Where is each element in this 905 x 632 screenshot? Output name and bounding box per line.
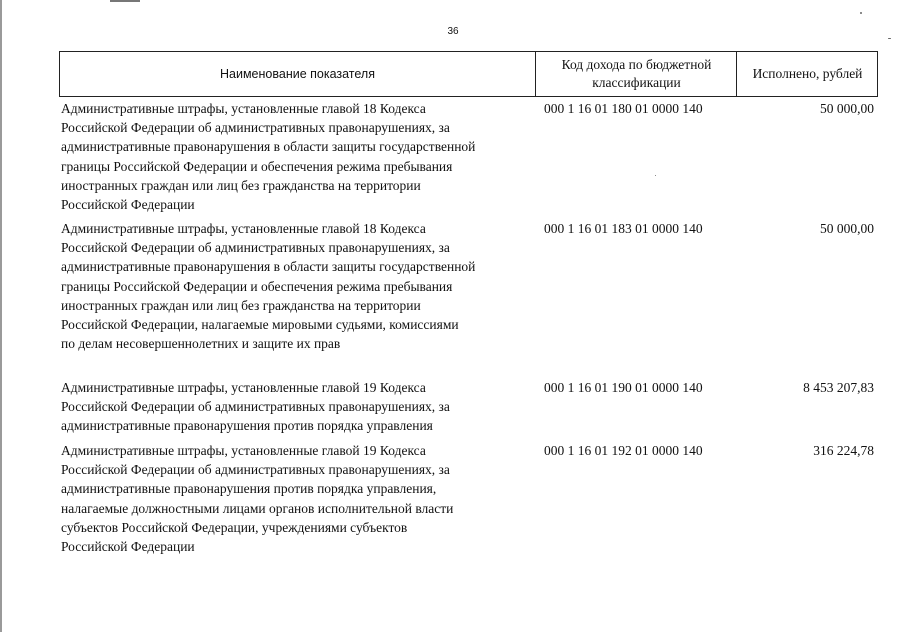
row-name: Административные штрафы, установленные главой 18 Кодекса Российской Федерации об административных правонарушениях, за административные правонарушения в области защиты государственной границы Российской Федерации и обеспечения режима пребывания иностранных граждан или лиц без гражданства на территории Российской Федерации, налагаемые мировыми судьями, комиссиями по делам несовершеннолетних и защите их прав (61, 221, 476, 352)
row-code: 000 1 16 01 190 01 0000 140 (544, 380, 703, 395)
scan-edge-left (0, 0, 2, 632)
row-code: 000 1 16 01 183 01 0000 140 (544, 221, 703, 236)
row-amount: 50 000,00 (820, 221, 874, 236)
row-name: Административные штрафы, установленные главой 19 Кодекса Российской Федерации об административных правонарушениях, за административные правонарушения против порядка управления (61, 380, 450, 434)
row-code: 000 1 16 01 180 01 0000 140 (544, 101, 703, 116)
row-amount: 316 224,78 (813, 443, 874, 458)
row-code: 000 1 16 01 192 01 0000 140 (544, 443, 703, 458)
page-number: 36 (447, 26, 459, 37)
scan-speck (655, 175, 656, 176)
row-name: Административные штрафы, установленные главой 19 Кодекса Российской Федерации об административных правонарушениях, за административные правонарушения против порядка управления, налагаемые должностными лицами органов исполнительной власти субъектов Российской Федерации, учреждениями субъектов Российской Федерации (61, 443, 454, 555)
row-amount: 50 000,00 (820, 101, 874, 116)
header-amount: Исполнено, рублей (736, 52, 878, 96)
table-header (59, 51, 878, 97)
row-name: Административные штрафы, установленные главой 18 Кодекса Российской Федерации об административных правонарушениях, за административные правонарушения в области защиты государственной границы Российской Федерации и обеспечения режима пребывания иностранных граждан или лиц без гражданства на территории Российской Федерации (61, 101, 476, 213)
scan-speck (888, 38, 891, 39)
scan-mark-top (110, 0, 140, 2)
header-code: Код дохода по бюджетной классификации (535, 52, 737, 96)
row-amount: 8 453 207,83 (803, 380, 874, 395)
header-name: Наименование показателя (220, 67, 375, 81)
scan-speck (860, 12, 862, 14)
